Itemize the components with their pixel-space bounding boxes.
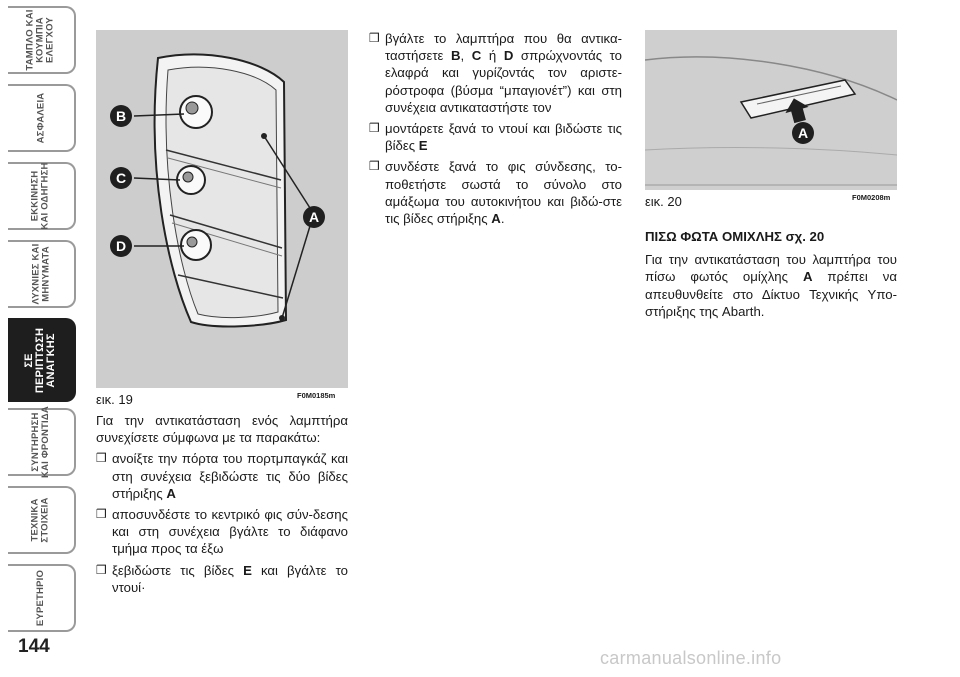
- tab-label: ΤΑΜΠΛΟ ΚΑΙ ΚΟΥΜΠΙΑ ΕΛΕΓΧΟΥ: [25, 9, 56, 71]
- tab-label: ΣΥΝΤΗΡΗΣΗ ΚΑΙ ΦΡΟΝΤΙΔΑ: [30, 406, 52, 478]
- intro-paragraph: Για την αντικατάσταση ενός λαμπτήρα συνεχίσετε σύμφωνα με τα παρακάτω:: [96, 413, 348, 446]
- checkbox-icon: ❒: [96, 451, 107, 466]
- list-item: ❒ μοντάρετε ξανά το ντουί και βιδώστε τις βίδες E: [369, 121, 622, 154]
- tab-safety[interactable]: [8, 84, 76, 152]
- tab-technical-data[interactable]: [8, 486, 76, 554]
- bumper-illustration: [645, 30, 897, 190]
- figure-19-code: F0M0185m: [297, 391, 336, 400]
- list-item: ❒ ξεβιδώστε τις βίδες E και βγάλτε το ντουί·: [96, 562, 348, 595]
- list-item: ❒ βγάλτε το λαμπτήρα που θα αντικα-ταστήσετε B, C ή D σπρώχνοντάς το ελαφρά και γυρίζοντάς τον αριστε-ρόστροφα (βύσμα “μπαγιονέτ”) και στη συνέχεια αντικαταστήστε τον: [369, 31, 622, 115]
- tab-index[interactable]: [8, 564, 76, 632]
- checkbox-icon: ❒: [369, 121, 380, 136]
- figure-20-code: F0M0208m: [852, 193, 891, 202]
- column-1-text: [96, 412, 348, 600]
- fog-light-paragraph: Για την αντικατάσταση του λαμπτήρα του πίσω φωτός ομίχλης A πρέπει να απευθυνθείτε στο Δίκτυο Τεχνικής Υπο-στήριξης της Abarth.: [645, 252, 897, 319]
- checkbox-icon: ❒: [369, 31, 380, 45]
- label-d: D: [110, 235, 132, 257]
- section-heading: ΠΙΣΩ ΦΩΤΑ ΟΜΙΧΛΗΣ σχ. 20: [645, 229, 825, 244]
- tab-warning-lights[interactable]: [8, 240, 76, 308]
- list-item: ❒ αποσυνδέστε το κεντρικό φις σύν-δεσης και στη συνέχεια βγάλτε το διάφανο τμήμα προς τα έξω: [96, 507, 348, 557]
- tab-maintenance[interactable]: [8, 408, 76, 476]
- figure-20-caption: εικ. 20: [645, 194, 682, 209]
- label-a-fog: A: [792, 122, 814, 144]
- column-2-text: [369, 30, 622, 231]
- tab-label: ΤΕΧΝΙΚΑ ΣΤΟΙΧΕΙΑ: [29, 497, 51, 543]
- page-number: 144: [18, 636, 50, 657]
- list-item: ❒ συνδέστε ξανά το φις σύνδεσης, το-ποθετήστε σωστά το σύνολο στο αμάξωμα του αυτοκινήτου και βιδώ-στε τις βίδες στήριξης A.: [369, 159, 622, 227]
- chapter-tabs: [0, 0, 76, 640]
- checkbox-icon: ❒: [369, 159, 380, 174]
- tab-label: ΑΣΦΑΛΕΙΑ: [35, 92, 46, 144]
- tab-label: ΕΚΚΙΝΗΣΗ ΚΑΙ ΟΔΗΓΗΣΗ: [30, 162, 51, 230]
- label-c: C: [110, 167, 132, 189]
- column-3-text: [645, 228, 897, 324]
- checkbox-icon: ❒: [96, 562, 107, 577]
- tab-dashboard-controls[interactable]: [8, 6, 76, 74]
- label-b: B: [110, 105, 132, 127]
- tab-label: ΣΕ ΠΕΡΙΠΤΩΣΗ ΑΝΑΓΚΗΣ: [23, 327, 58, 393]
- figure-19-caption: εικ. 19: [96, 392, 133, 407]
- list-item: ❒ ανοίξτε την πόρτα του πορτμπαγκάζ και στη συνέχεια ξεβιδώστε τις δύο βίδες στήριξης A: [96, 451, 348, 501]
- tab-starting-driving[interactable]: [8, 162, 76, 230]
- watermark: carmanualsonline.info: [600, 648, 782, 668]
- tab-label: ΕΥΡΕΤΗΡΙΟ: [35, 569, 46, 627]
- figure-20-rear-fog-light: [645, 30, 897, 190]
- tab-emergency[interactable]: [8, 318, 76, 402]
- tab-label: ΛΥΧΝΙΕΣ ΚΑΙ ΜΗΝΥΜΑΤΑ: [29, 243, 51, 305]
- label-a: A: [303, 206, 325, 228]
- figure-19-tail-lamp: [96, 30, 348, 388]
- checkbox-icon: ❒: [96, 507, 107, 522]
